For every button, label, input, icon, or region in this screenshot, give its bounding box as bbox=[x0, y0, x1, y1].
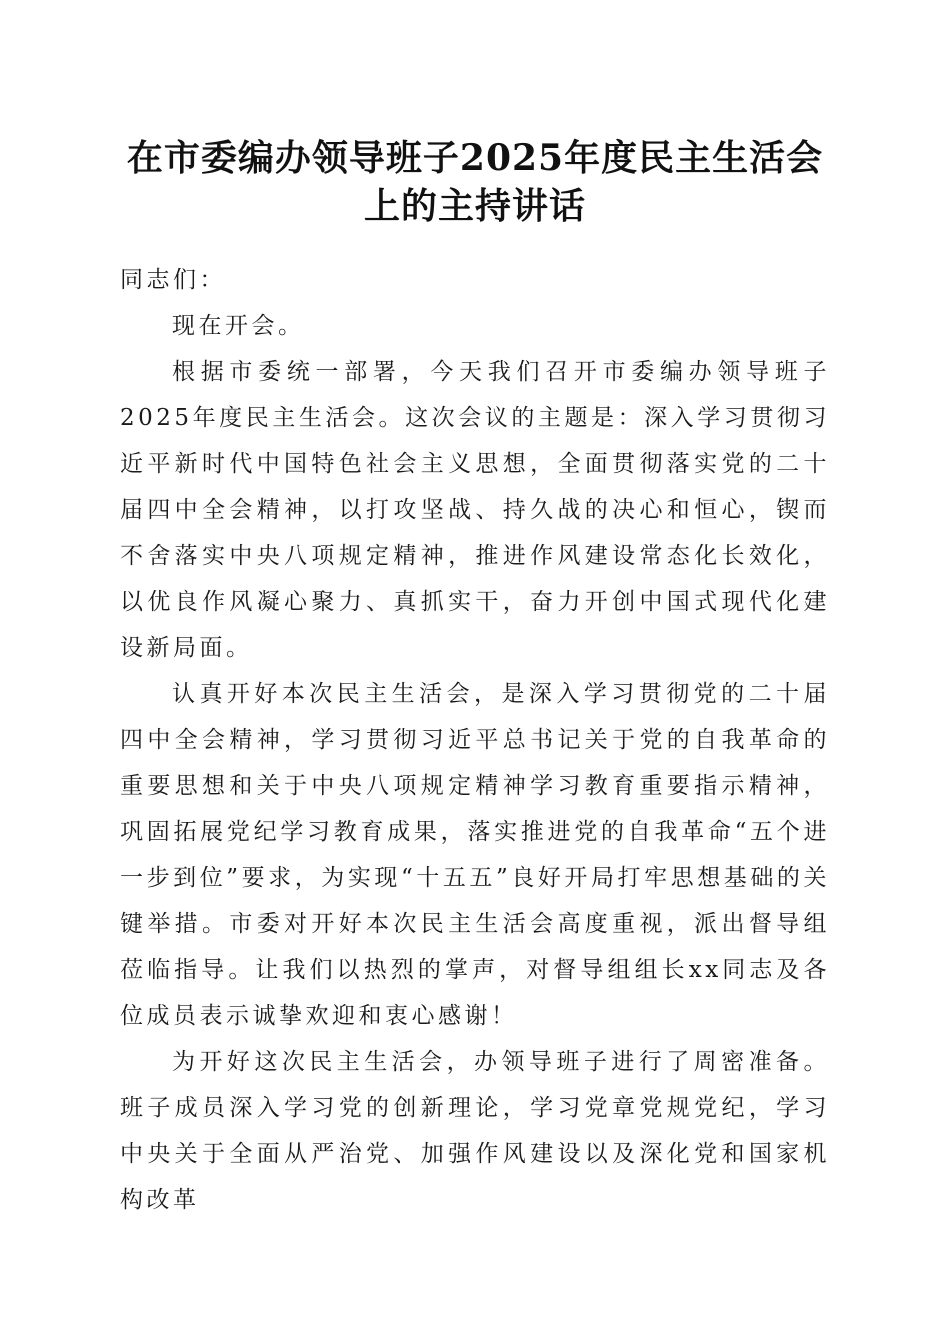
paragraph-opening: 现在开会。 bbox=[172, 313, 305, 339]
paragraph-preparation: 为开好这次民主生活会，办领导班子进行了周密准备。班子成员深入学习党的创新理论，学习党章党规党纪，学习中央关于全面从严治党、加强作风建设以及深化党和国家机构改革 bbox=[120, 1049, 830, 1213]
salutation: 同志们： bbox=[120, 267, 226, 293]
paragraph-significance: 认真开好本次民主生活会，是深入学习贯彻党的二十届四中全会精神，学习贯彻习近平总书记关于党的自我革命的重要思想和关于中央八项规定精神学习教育重要指示精神，巩固拓展党纪学习教育成果，落实推进党的自我革命“五个进一步到位”要求，为实现“十五五”良好开局打牢思想基础的关键举措。市委对开好本次民主生活会高度重视，派出督导组莅临指导。让我们以热烈的掌声，对督导组组长xx同志及各位成员表示诚挚欢迎和衷心感谢！ bbox=[120, 681, 830, 1029]
document-title: 在市委编办领导班子2025年度民主生活会上的主持讲话 bbox=[126, 137, 824, 227]
document-body bbox=[120, 257, 830, 1223]
paragraph-theme: 根据市委统一部署，今天我们召开市委编办领导班子2025年度民主生活会。这次会议的主题是：深入学习贯彻习近平新时代中国特色社会主义思想，全面贯彻落实党的二十届四中全会精神，以打攻坚战、持久战的决心和恒心，锲而不舍落实中央八项规定精神，推进作风建设常态化长效化，以优良作风凝心聚力、真抓实干，奋力开创中国式现代化建设新局面。 bbox=[120, 359, 830, 661]
